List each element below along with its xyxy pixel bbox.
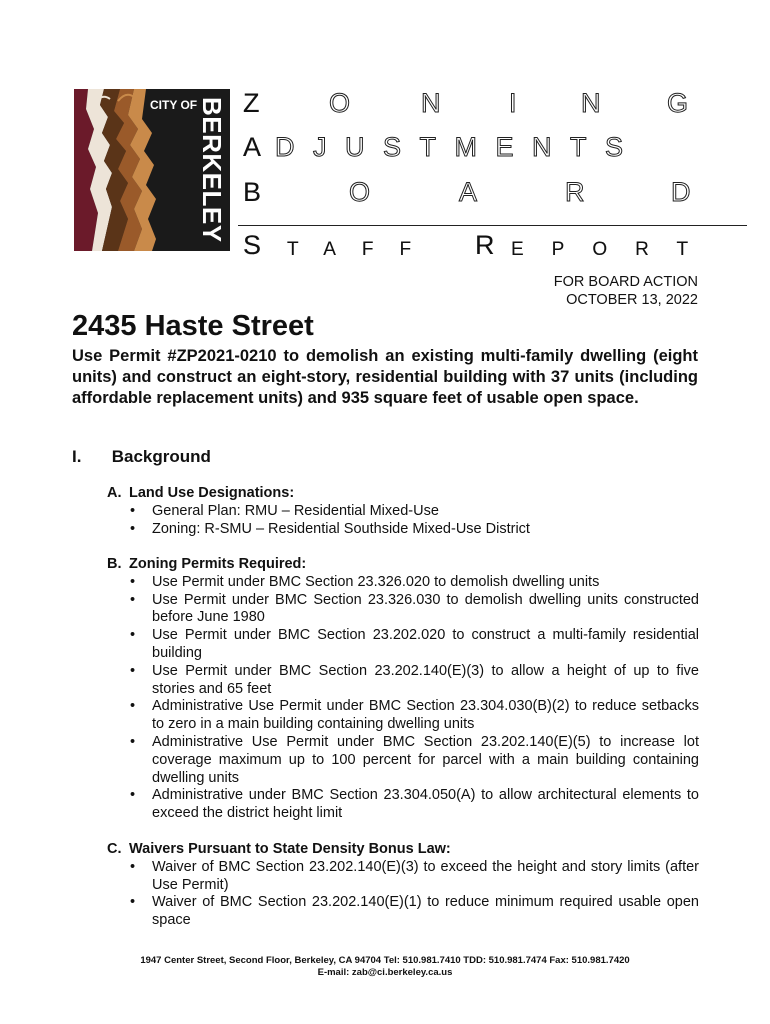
- board-action-label: FOR BOARD ACTION: [553, 274, 698, 290]
- bullet-list: [107, 503, 699, 539]
- list-item: • Administrative under BMC Section 23.304.050(A) to allow architectural elements to exceed the district height limit: [152, 787, 699, 823]
- letters-eport: EPORT: [511, 239, 717, 260]
- letters-taff: TAFF: [287, 239, 438, 260]
- section-number: I.: [72, 447, 82, 466]
- subsection-title: B. Zoning Permits Required:: [107, 556, 307, 572]
- list-item: • General Plan: RMU – Residential Mixed-Use: [152, 503, 699, 521]
- list-item: • Administrative Use Permit under BMC Section 23.202.140(E)(5) to increase lot coverage maximum up to 100 percent for parcel with a main building containing dwelling units: [152, 734, 699, 787]
- list-item: • Zoning: R-SMU – Residential Southside Mixed-Use District: [152, 521, 699, 539]
- project-description: Use Permit #ZP2021-0210 to demolish an existing multi-family dwelling (eight units) and construct an eight-story, residential building with 37 units (including affordable replacement units) and 935 square feet of usable open space.: [72, 347, 698, 407]
- letter-a: A: [243, 132, 262, 162]
- list-item: • Waiver of BMC Section 23.202.140(E)(3) to exceed the height and story limits (after Use Permit): [152, 859, 699, 895]
- section-heading-background: [72, 447, 211, 467]
- footer-email: E-mail: zab@ci.berkeley.ca.us: [317, 967, 453, 978]
- letter-i: I: [509, 88, 517, 118]
- letter-z: Z: [243, 88, 260, 118]
- meeting-date: OCTOBER 13, 2022: [566, 292, 698, 308]
- letter-r: R: [475, 230, 495, 260]
- board-action-header: [554, 273, 698, 309]
- list-item: • Use Permit under BMC Section 23.326.020 to demolish dwelling units: [152, 574, 699, 592]
- subsection-waivers: [107, 841, 699, 930]
- letter-o: O: [329, 88, 351, 118]
- letter-a-board: A: [459, 177, 478, 207]
- letter-b: B: [243, 177, 262, 207]
- subsection-title: C. Waivers Pursuant to State Density Bonus Law:: [107, 841, 451, 857]
- letter-n: N: [421, 88, 441, 118]
- list-item: • Administrative Use Permit under BMC Section 23.304.030(B)(2) to reduce setbacks to zero in a main building containing dwelling units: [152, 698, 699, 734]
- letter-g: G: [667, 88, 689, 118]
- subsection-zoning-permits: [107, 556, 699, 823]
- list-item: • Waiver of BMC Section 23.202.140(E)(1) to reduce minimum required usable open space: [152, 894, 699, 930]
- letterhead-rule: [238, 225, 747, 226]
- logo-berkeley-text: BERKELEY: [197, 97, 227, 243]
- section-title: Background: [111, 447, 211, 466]
- letter-r-board: R: [565, 177, 585, 207]
- list-item: • Use Permit under BMC Section 23.202.020 to construct a multi-family residential building: [152, 627, 699, 663]
- subsection-land-use: [107, 485, 699, 538]
- bullet-list: [107, 574, 699, 823]
- page-footer: [0, 955, 770, 979]
- bullet-list: [107, 859, 699, 930]
- letter-o-board: O: [349, 177, 371, 207]
- city-of-berkeley-logo: [74, 89, 230, 251]
- letter-n2: N: [581, 88, 601, 118]
- list-item: • Use Permit under BMC Section 23.202.140(E)(3) to allow a height of up to five stories and 65 feet: [152, 663, 699, 699]
- letters-djustments: DJUSTMENTS: [275, 132, 642, 162]
- letter-s: S: [243, 230, 262, 260]
- letter-d-board: D: [671, 177, 691, 207]
- footer-address: 1947 Center Street, Second Floor, Berkeley, CA 94704 Tel: 510.981.7410 TDD: 510.981.7474 Fax: 510.981.7420: [140, 955, 630, 966]
- logo-city-of-text: CITY OF: [150, 98, 198, 112]
- subsection-title: A. Land Use Designations:: [107, 485, 295, 501]
- list-item: • Use Permit under BMC Section 23.326.030 to demolish dwelling units constructed before June 1980: [152, 592, 699, 628]
- page-title: 2435 Haste Street: [72, 310, 314, 342]
